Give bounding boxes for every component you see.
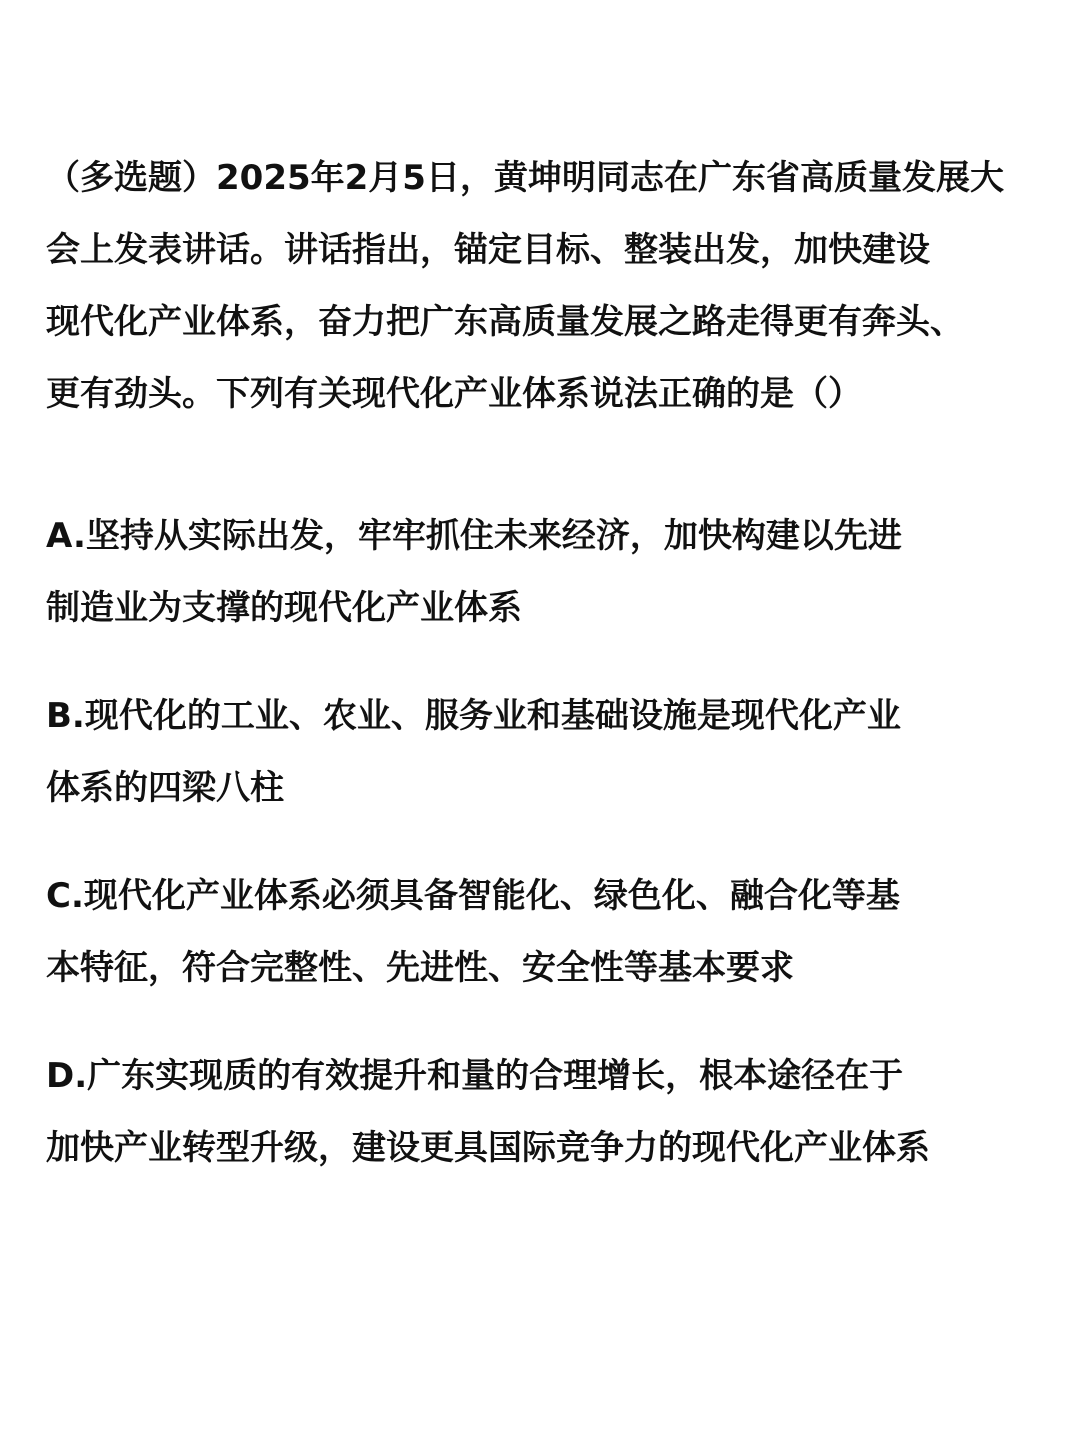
option-c-line: 本特征，符合完整性、先进性、安全性等基本要求 — [46, 948, 794, 988]
option-a-line: A.坚持从实际出发，牢牢抓住未来经济，加快构建以先进 — [46, 516, 902, 556]
option-d-line: 加快产业转型升级，建设更具国际竞争力的现代化产业体系 — [46, 1128, 930, 1168]
option-c-line: C.现代化产业体系必须具备智能化、绿色化、融合化等基 — [46, 876, 900, 916]
question-line: （多选题）2025年2月5日，黄坤明同志在广东省高质量发展大 — [46, 158, 1004, 198]
option-d[interactable] — [46, 1040, 1046, 1184]
option-b-line: B.现代化的工业、农业、服务业和基础设施是现代化产业 — [46, 696, 901, 736]
question-stem — [46, 142, 1046, 430]
option-b[interactable] — [46, 680, 1046, 824]
question-line: 现代化产业体系，奋力把广东高质量发展之路走得更有奔头、 — [46, 302, 964, 342]
option-a-line: 制造业为支撑的现代化产业体系 — [46, 588, 522, 628]
option-d-line: D.广东实现质的有效提升和量的合理增长，根本途径在于 — [46, 1056, 904, 1096]
option-b-line: 体系的四梁八柱 — [46, 768, 284, 808]
question-line: 会上发表讲话。讲话指出，锚定目标、整装出发，加快建设 — [46, 230, 930, 270]
option-a[interactable] — [46, 500, 1046, 644]
option-c[interactable] — [46, 860, 1046, 1004]
question-line: 更有劲头。下列有关现代化产业体系说法正确的是（） — [46, 374, 862, 414]
